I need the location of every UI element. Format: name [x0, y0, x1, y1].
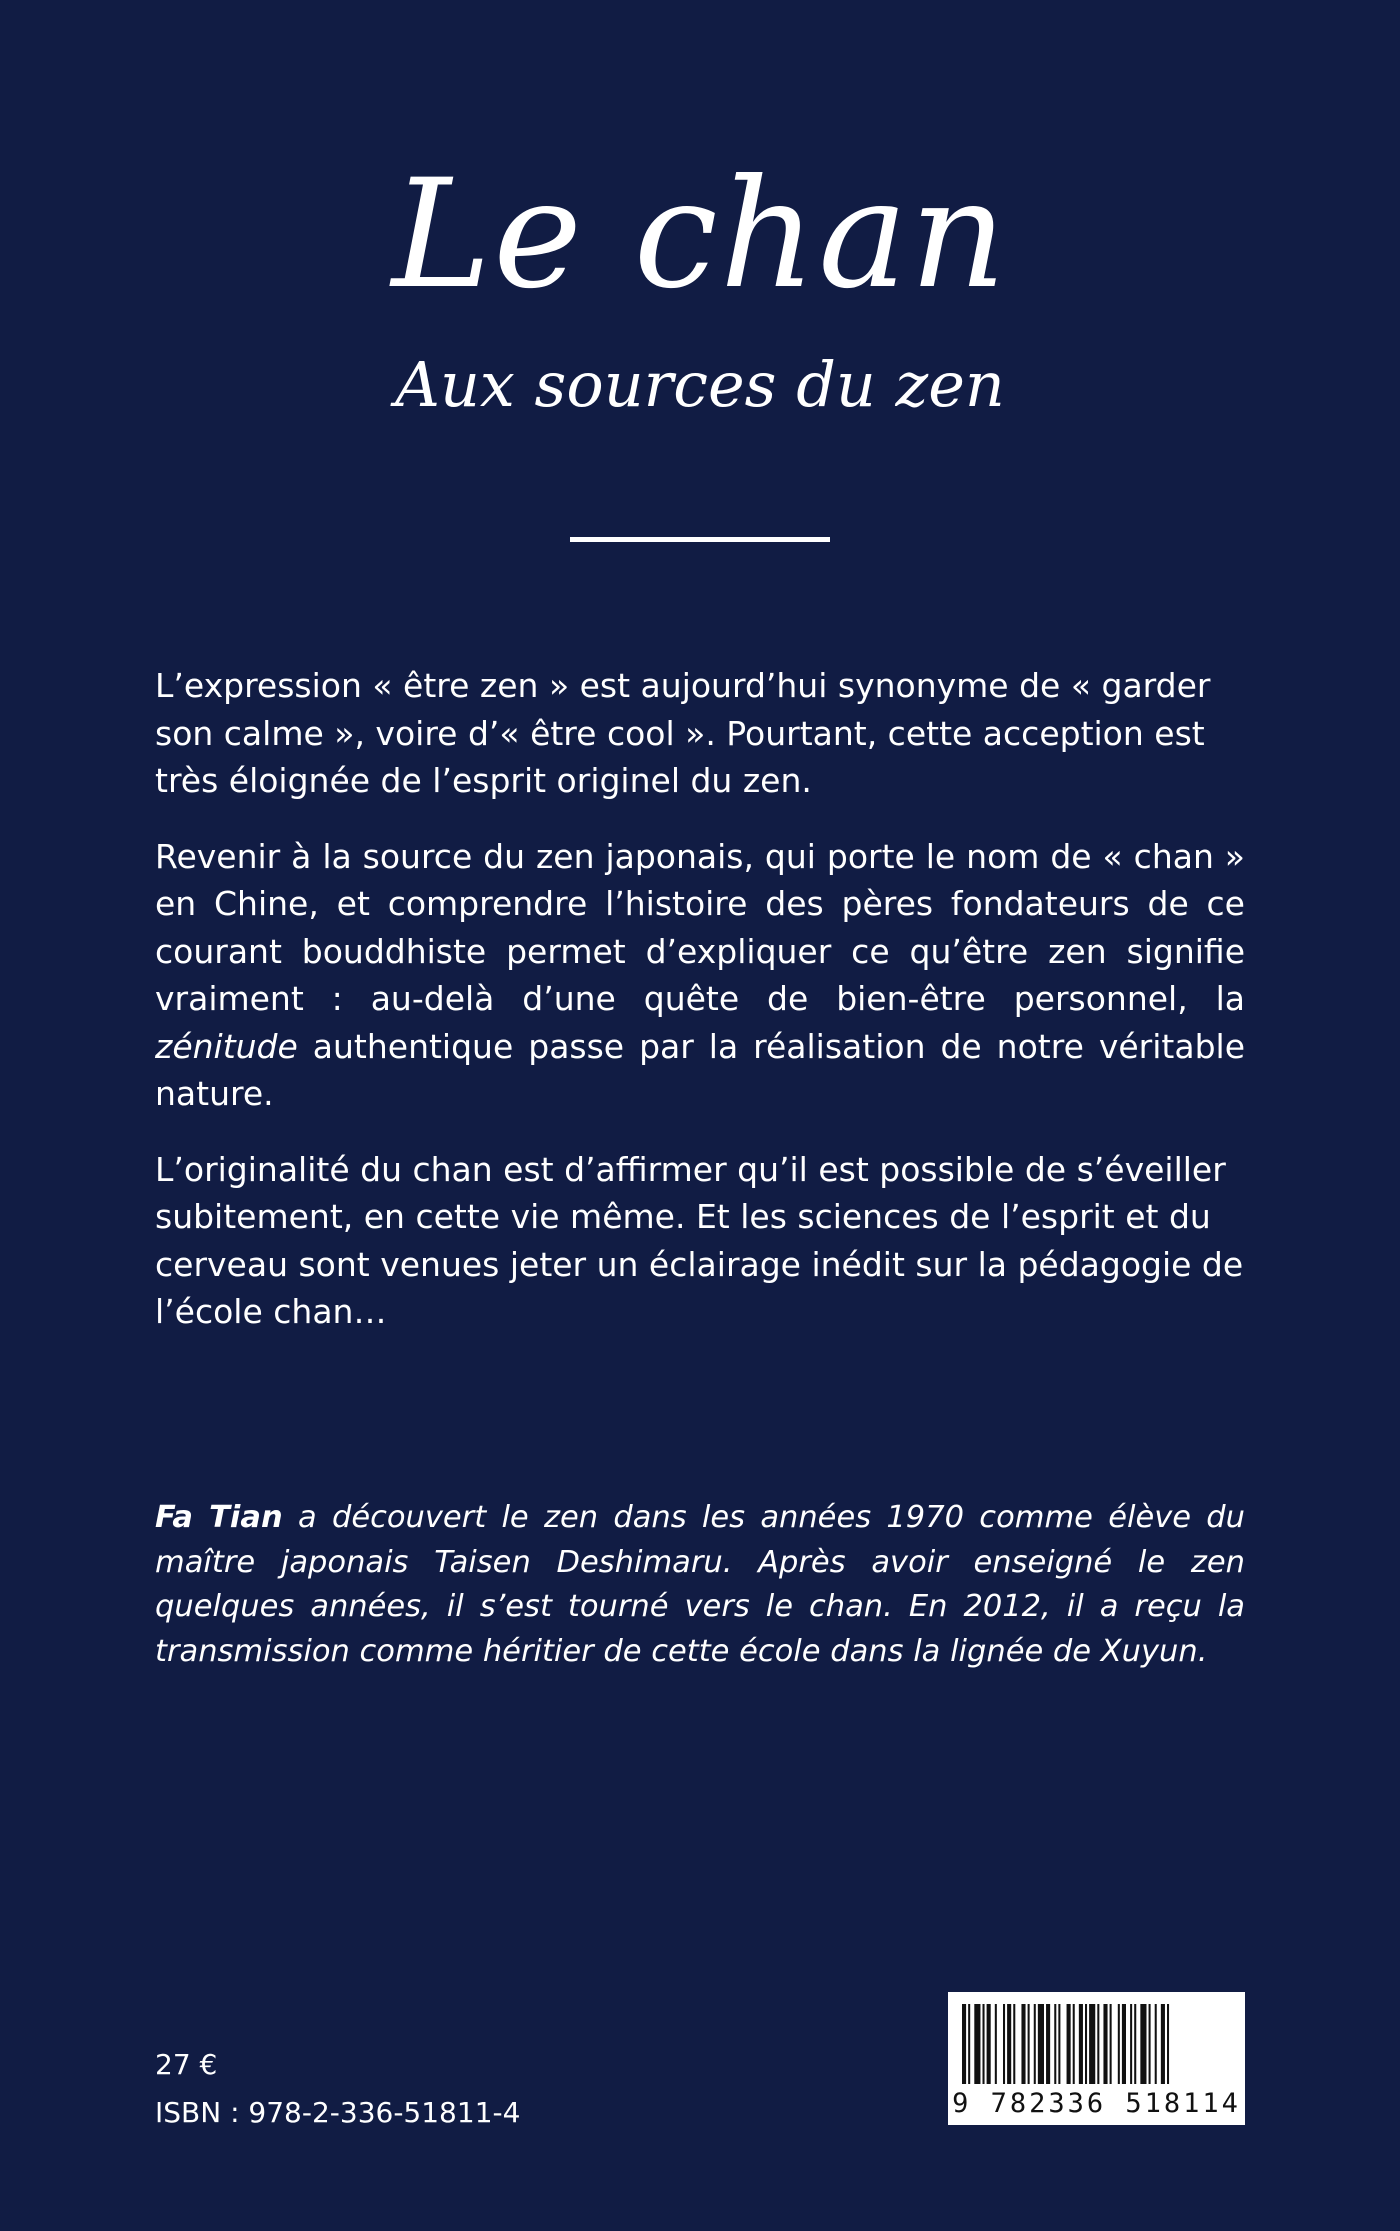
- barcode-bar: [1134, 2004, 1136, 2084]
- barcode-bar: [1110, 2004, 1112, 2084]
- barcode-bar: [1073, 2004, 1075, 2084]
- book-summary: [155, 662, 1245, 1364]
- barcode-bar: [1003, 2004, 1005, 2084]
- book-title: Le chan: [391, 148, 1009, 322]
- summary-paragraph-2-start: Revenir à la source du zen japonais, qui porte le nom de « chan » en Chine, et comprendre l’histoire des pères fondateurs de ce courant bouddhiste permet d’expliquer ce qu’être zen signifie vraiment : au-delà d’une quête de bien-être personnel, la: [155, 836, 1245, 1018]
- barcode-bar: [974, 2004, 980, 2084]
- barcode-bar: [1085, 2004, 1087, 2084]
- barcode-bar: [1118, 2004, 1120, 2084]
- barcode-bar: [1079, 2004, 1083, 2084]
- barcode-bar: [1130, 2004, 1132, 2084]
- barcode-bar: [983, 2004, 985, 2084]
- barcode-bar: [987, 2004, 991, 2084]
- barcode-bar: [1140, 2004, 1146, 2084]
- barcode-number: 9 782336 518114: [952, 2088, 1241, 2119]
- barcode-bar: [1046, 2004, 1050, 2084]
- barcode: [948, 1992, 1245, 2125]
- barcode-bar: [1067, 2004, 1071, 2084]
- barcode-bar: [962, 2004, 966, 2084]
- barcode-bar: [1028, 2004, 1030, 2084]
- barcode-bar: [1007, 2004, 1011, 2084]
- barcode-bar: [1034, 2004, 1036, 2084]
- author-name: Fa Tian: [155, 1500, 283, 1535]
- barcode-bar: [1167, 2004, 1169, 2084]
- barcode-bar: [1058, 2004, 1060, 2084]
- book-price: 27 €: [155, 2048, 218, 2081]
- barcode-bar: [1103, 2004, 1107, 2084]
- title-divider: [570, 537, 830, 542]
- summary-paragraph-2: [155, 833, 1245, 1118]
- barcode-bar: [1161, 2004, 1165, 2084]
- barcode-bar: [1089, 2004, 1095, 2084]
- barcode-bar: [1149, 2004, 1151, 2084]
- summary-paragraph-1: L’expression « être zen » est aujourd’hui synonyme de « garder son calme », voire d’« être cool ». Pourtant, cette acception est très éloignée de l’esprit originel du zen.: [155, 666, 1211, 800]
- barcode-bars: [948, 1992, 1245, 2088]
- barcode-bar: [995, 2004, 997, 2084]
- summary-paragraph-3: L’originalité du chan est d’affirmer qu’il est possible de s’éveiller subitement, en cette vie même. Et les sciences de l’esprit et du cerveau sont venues jeter un éclairage inédit sur la pédagogie de l’école chan…: [155, 1149, 1244, 1331]
- summary-emphasis: zénitude: [155, 1026, 298, 1066]
- barcode-bar: [1097, 2004, 1099, 2084]
- barcode-bar: [1054, 2004, 1056, 2084]
- barcode-bar: [1122, 2004, 1126, 2084]
- barcode-bar: [1155, 2004, 1157, 2084]
- barcode-bar: [1021, 2004, 1025, 2084]
- author-bio: [155, 1496, 1245, 1674]
- author-bio-text: a découvert le zen dans les années 1970 comme élève du maître japonais Taisen Deshimaru. Après avoir enseigné le zen quelques années, il s’est tourné vers le chan. En 2012, il a reçu la transmission comme héritier de cette école dans la lignée de Xuyun.: [155, 1500, 1245, 1669]
- barcode-bar: [968, 2004, 970, 2084]
- summary-paragraph-2-end: authentique passe par la réalisation de notre véritable nature.: [155, 1026, 1245, 1113]
- book-subtitle: Aux sources du zen: [395, 348, 1005, 421]
- barcode-bar: [1038, 2004, 1044, 2084]
- isbn-number: ISBN : 978-2-336-51811-4: [155, 2096, 521, 2129]
- barcode-bar: [1013, 2004, 1015, 2084]
